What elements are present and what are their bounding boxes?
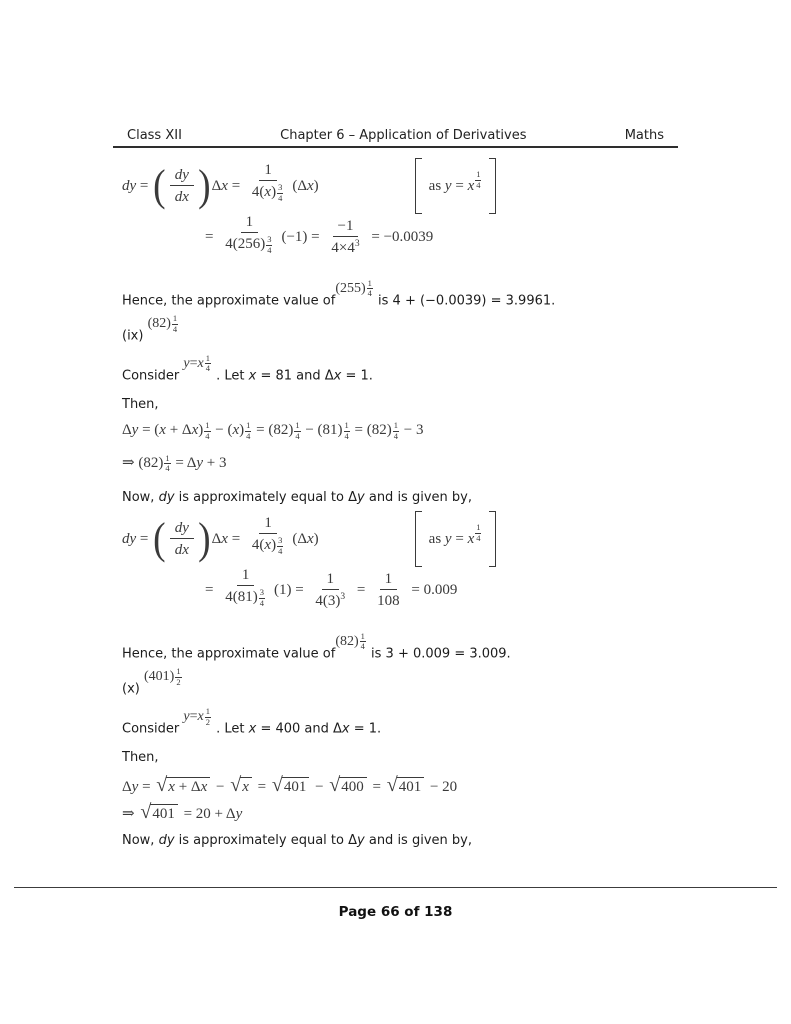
header-chapter-title: Chapter 6 – Application of Derivatives: [280, 128, 527, 143]
item-x-label: (x) (401) 1 2: [122, 666, 181, 697]
header-class-label: Class XII: [127, 128, 182, 143]
page-number: Page 66 of 138: [338, 904, 453, 920]
equation-dy-2-line1: dy = ( $\frac{dy}{dx}$ ) Δ x = 1 4( x ) 3 4 (Δ x ): [122, 514, 319, 564]
equation-dy-1-line1: dy = ( $\frac{dy}{dx}$ ) Δ x = 1 4( x ) 3 4 (Δ x ): [122, 161, 319, 211]
paragraph-now-2: Now, dy is approximately equal to Δy and is given by,: [122, 832, 472, 848]
paragraph-then-2: Then,: [122, 750, 159, 766]
paragraph-consider-1: Consider y = x 1 4 . Let x = 81 and Δx = 1.: [122, 352, 373, 383]
paragraph-hence-82: Hence, the approximate value of (82) 1 4 is 3 + 0.009 = 3.009.: [122, 630, 511, 661]
paragraph-then-1: Then,: [122, 397, 159, 413]
paragraph-hence-255: Hence, the approximate value of (255) 1 4 is 4 + (−0.0039) = 3.9961.: [122, 277, 556, 308]
item-ix-label: (ix) (82) 1 4: [122, 313, 178, 344]
equation-block-dy-1: [122, 158, 692, 214]
equation-delta-y-1: Δy = (x + Δx) $\frac{1}{4}$ − (x) $\frac{1}{4}$ = (82) $\frac{1}{4}$ − (81) $\frac{1}{4}$ = (82) $\frac{1}{4}$ − 3: [122, 420, 424, 441]
page-header: [113, 128, 678, 148]
paragraph-now-1: Now, dy is approximately equal to Δy and is given by,: [122, 490, 472, 506]
page-content: [122, 152, 692, 850]
equation-block-dy-2: [122, 511, 692, 567]
equation-implies-1: ⇒ (82) $\frac{1}{4}$ = Δy + 3: [122, 452, 227, 474]
header-subject-label: Maths: [624, 128, 664, 143]
equation-implies-2: ⇒ √ 401 = 20 + Δy: [122, 800, 243, 823]
equation-2-condition: as y = x 1 4: [415, 511, 497, 567]
equation-dy-1-line2: = 1 4(256) 3 4 (−1) = −1 4×4 3 = −0.0039: [205, 214, 434, 257]
footer-divider: [14, 887, 777, 888]
paragraph-consider-2: Consider y = x 1 2 . Let x = 400 and Δx = 1.: [122, 705, 382, 737]
equation-1-condition: as y = x 1 4: [415, 158, 497, 214]
equation-delta-y-2: Δy = √ x + Δx − √ x = √ 401 − √ 400 = √ 401 − 20: [122, 774, 458, 797]
equation-dy-2-line2: = 1 4(81) 3 4 (1) = 1 4(3) 3 = $\frac{1}{108}$ = 0.009: [205, 567, 458, 610]
